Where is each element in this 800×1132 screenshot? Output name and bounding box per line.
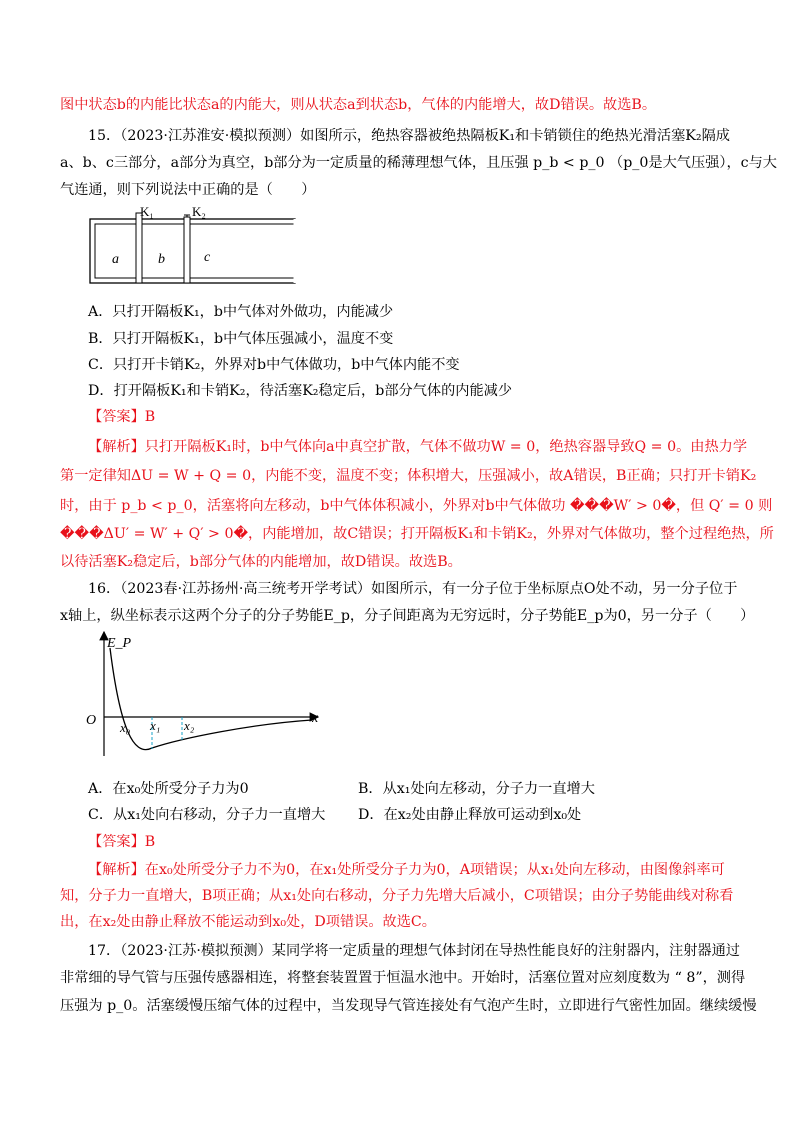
q16-option-a: A．在x₀处所受分子力为0 [88,781,249,797]
q17-stem-line2: 非常细的导气管与压强传感器相连，将整套装置置于恒温水池中。开始时，活塞位置对应刻度数为 “ 8”，测得 [60,970,746,986]
previous-explanation-tail: 图中状态b的内能比状态a的内能大，则从状态a到状态b，气体的内能增大，故D错误。故选B。 [60,97,657,113]
q16-explanation-line1: 【解析】在x₀处所受分子力不为0，在x₁处所受分子力为0，A项错误；从x₁处向左移动，由图像斜率可 [88,862,725,878]
label-o: O [86,713,97,728]
q15-option-a: A．只打开隔板K₁，b中气体对外做功，内能减少 [88,304,394,320]
q16-stem-line1: 16．（2023春·江苏扬州·高三统考开学考试）如图所示，有一分子位于坐标原点O处不动，另一分子位于 [88,581,738,597]
q16-option-d: D．在x₂处由静止释放可运动到x₀处 [358,807,582,823]
label-a: a [112,252,119,267]
q16-potential-energy-graph [82,628,342,758]
q15-stem-line2: a、b、c三部分，a部分为真空，b部分为一定质量的稀薄理想气体，且压强 p_b < p_0 （p_0是大气压强），c与大 [60,155,777,171]
q15-option-d: D．打开隔板K₁和卡销K₂，待活塞K₂稳定后，b部分气体的内能减少 [88,383,513,399]
q15-explanation-line4: ���ΔU′ = W′ + Q′ > 0�，内能增加，故C错误；打开隔板K₁和卡销K₂，外界对气体做功，整个过程绝热，所 [60,526,774,542]
q15-option-c: C．只打开卡销K₂，外界对b中气体做功，b中气体内能不变 [88,357,460,373]
q15-explanation-line3: 时，由于 p_b < p_0，活塞将向左移动，b中气体体积减小，外界对b中气体做功 ���W′ > 0�，但 Q′ = 0 则 [60,498,773,514]
label-k2: K₂ [192,204,206,219]
q15-answer: 【答案】B [88,409,156,425]
ep-curve [110,648,312,750]
q16-explanation-line3: 出，在x₂处由静止释放不能运动到x₀处，D项错误。故选C。 [60,914,436,930]
label-k1: K₁ [140,204,154,219]
label-b: b [158,252,165,267]
label-c: c [204,250,211,265]
label-x2: x₂ [184,718,195,733]
container-inner-wall [95,224,295,278]
q15-stem-line3: 气连通，则下列说法中正确的是（ ） [60,182,316,198]
q15-explanation-line5: 以待活塞K₂稳定后，b部分气体的内能增加，故D错误。故选B。 [60,554,462,570]
q15-option-b: B．只打开隔板K₁，b中气体压强减小，温度不变 [88,331,394,347]
label-x1: x₁ [150,718,161,733]
label-x: x [312,711,319,726]
container-outer-wall [90,219,295,283]
k1-partition [136,213,142,283]
q16-stem-line2: x轴上，纵坐标表示这两个分子的分子势能E_p，分子间距离为无穷远时，分子势能E_p为0，另一分子（ ） [60,608,755,624]
q16-explanation-line2: 知，分子力一直增大，B项正确；从x₁处向右移动，分子力先增大后减小，C项错误；由分子势能曲线对称看 [60,888,734,904]
q15-container-figure [88,203,308,285]
q15-stem-line1: 15．（2023·江苏淮安·模拟预测）如图所示，绝热容器被绝热隔板K₁和卡销锁住的绝热光滑活塞K₂隔成 [88,128,730,144]
q17-stem-line1: 17．（2023·江苏·模拟预测）某同学将一定质量的理想气体封闭在导热性能良好的注射器内，注射器通过 [88,943,740,959]
k2-piston [184,217,190,283]
label-ep: E_P [107,636,132,651]
q15-explanation-line1: 【解析】只打开隔板K₁时，b中气体向a中真空扩散，气体不做功W = 0，绝热容器导致Q = 0。由热力学 [88,439,748,455]
q17-stem-line3: 压强为 p_0。活塞缓慢压缩气体的过程中，当发现导气管连接处有气泡产生时，立即进行气密性加固。继续缓慢 [60,998,757,1014]
q16-option-c: C．从x₁处向右移动，分子力一直增大 [88,807,326,823]
q16-option-b: B．从x₁处向左移动，分子力一直增大 [358,781,595,797]
q16-answer: 【答案】B [88,834,156,850]
q15-explanation-line2: 第一定律知ΔU = W + Q = 0，内能不变，温度不变；体积增大，压强减小，故A错误，B正确；只打开卡销K₂ [60,468,757,484]
label-x0: x₀ [120,720,131,735]
